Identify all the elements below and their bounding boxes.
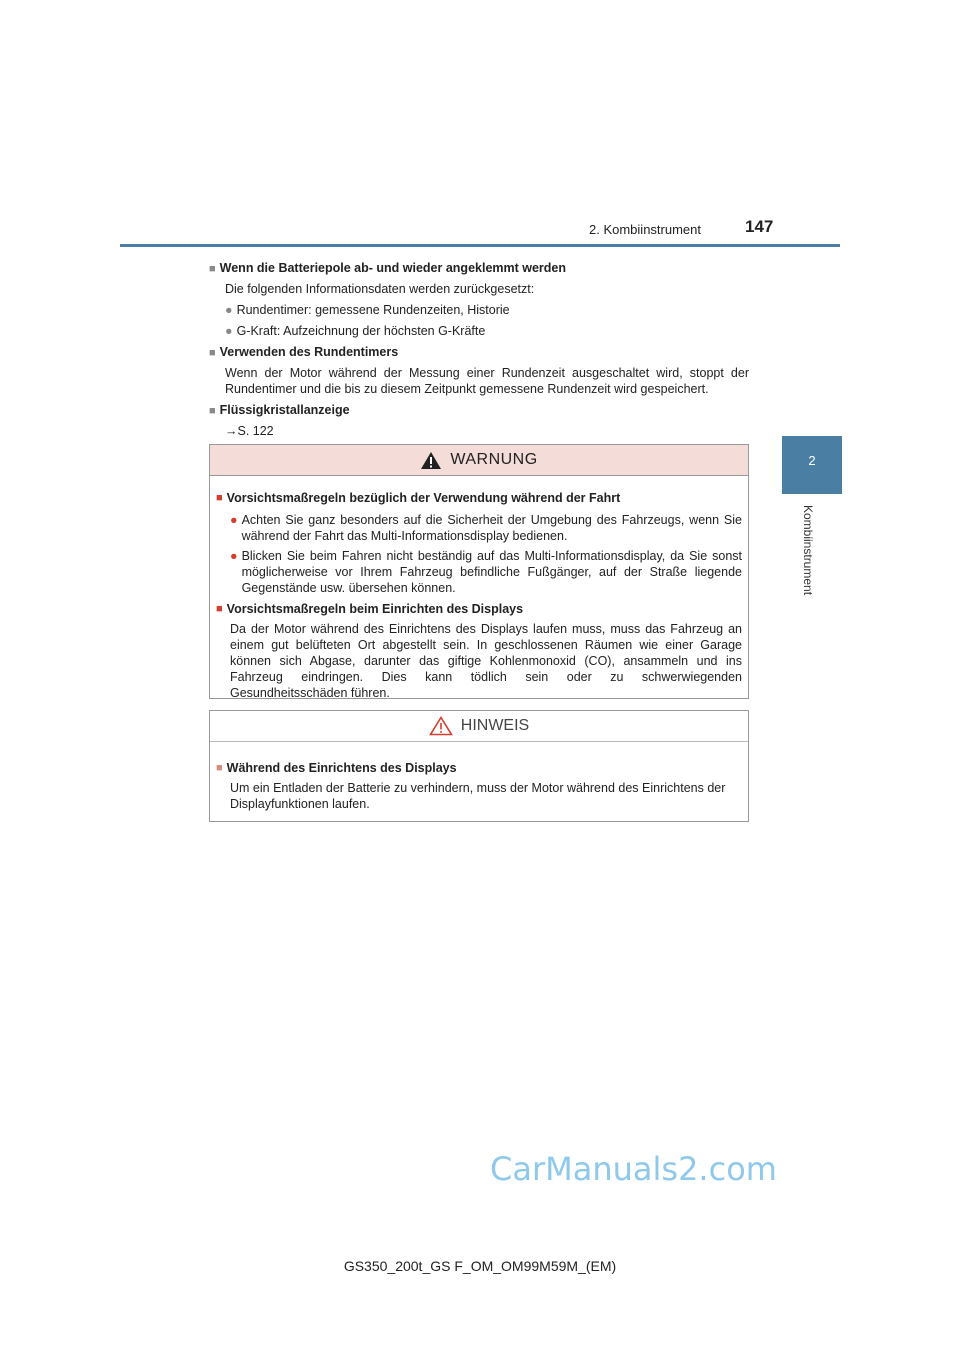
section-text: Wenn der Motor während der Messung einer Rundenzeit ausgeschaltet wird, stoppt der Rundentimer und die bis zu diesem Zeitpunkt gemessene Rundenzeit wird gespeichert. (225, 366, 749, 396)
bullet-icon: ● (230, 549, 238, 563)
caution-triangle-icon (429, 716, 453, 736)
section-heading: ■ Wenn die Batteriepole ab- und wieder angeklemmt werden (209, 261, 567, 275)
square-bullet-icon: ■ (209, 405, 216, 417)
warning-text: Da der Motor während des Einrichtens des Displays laufen muss, muss das Fahrzeug an einem gut belüfteten Ort abgestellt sein. In geschlossenen Räumen wie einer Garage können sich Abgase, darunter das giftige Kohlenmonoxid (CO), ansammeln und ins Fahrzeug eindringen. Dies kann tödlich sein oder zu schwerwiegenden Gesundheitsschäden führen. (230, 622, 742, 700)
list-item: ● G-Kraft: Aufzeichnung der höchsten G-Kräfte (225, 324, 486, 338)
arrow-icon: → (225, 424, 238, 438)
list-item: ● Achten Sie ganz besonders auf die Sicherheit der Umgebung des Fahrzeugs, wenn Sie während der Fahrt das Multi-Informationsdisplay bedienen. (230, 513, 742, 543)
warning-box (209, 444, 749, 699)
warning-triangle-icon (420, 451, 442, 470)
notice-box (209, 710, 749, 822)
warning-title: WARNUNG (450, 451, 538, 468)
list-item: ● Rundentimer: gemessene Rundenzeiten, Historie (225, 303, 510, 317)
warning-heading: ■ Vorsichtsmaßregeln beim Einrichten des Displays (216, 602, 524, 616)
chapter-tab: 2 (782, 436, 842, 494)
footer-code: GS350_200t_GS F_OM_OM99M59M_(EM) (343, 1258, 617, 1274)
section-heading: ■ Flüssigkristallanzeige (209, 403, 350, 417)
main-content (209, 255, 749, 439)
list-item: ● Blicken Sie beim Fahren nicht beständig auf das Multi-Informationsdisplay, da Sie sonst möglicherweise vor Ihrem Fahrzeug befindliche Fußgänger, auf der Straße liegende Gegenstände usw. übersehen können. (230, 549, 742, 595)
notice-body (210, 742, 748, 812)
warning-heading: ■ Vorsichtsmaßregeln bezüglich der Verwendung während der Fahrt (216, 491, 621, 505)
notice-text: Um ein Entladen der Batterie zu verhindern, muss der Motor während des Einrichtens der Displayfunktionen laufen. (230, 781, 726, 811)
chapter-tab-label: Kombiinstrument (801, 505, 815, 596)
notice-header (210, 711, 748, 742)
page-number: 147 (745, 217, 774, 236)
square-bullet-icon: ■ (209, 347, 216, 359)
section-text: Die folgenden Informationsdaten werden zurückgesetzt: (225, 282, 535, 296)
square-bullet-icon: ■ (216, 492, 223, 504)
notice-title: HINWEIS (460, 717, 530, 734)
bullet-icon: ● (225, 324, 233, 338)
square-bullet-icon: ■ (216, 603, 223, 615)
section-title: 2. Kombiinstrument (589, 222, 701, 237)
bullet-icon: ● (230, 513, 238, 527)
square-bullet-icon: ■ (216, 762, 223, 774)
section-heading: ■ Verwenden des Rundentimers (209, 345, 399, 359)
warning-body (210, 476, 748, 701)
warning-header (210, 445, 748, 476)
header-rule (120, 244, 840, 247)
page-reference: →S. 122 (225, 424, 274, 438)
watermark: CarManuals2.com (490, 1150, 777, 1188)
notice-heading: ■ Während des Einrichtens des Displays (216, 761, 457, 775)
square-bullet-icon: ■ (209, 263, 216, 275)
bullet-icon: ● (225, 303, 233, 317)
